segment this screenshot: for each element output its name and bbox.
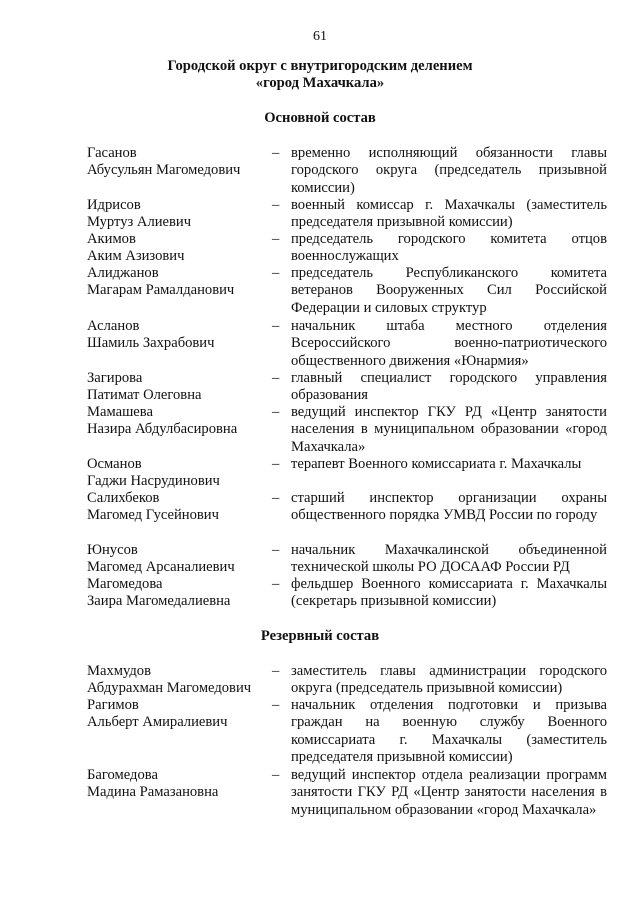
member-surname: Салихбеков — [87, 490, 160, 506]
page-number: 61 — [313, 29, 327, 44]
member-name — [87, 490, 267, 525]
member-given-name: Заира Магомедалиевна — [87, 593, 231, 610]
member-name — [87, 265, 267, 300]
dash-separator: – — [272, 576, 280, 592]
member-role: ведущий инспектор ГКУ РД «Центр занятости населения в муниципальном образовании «город Махачкала» — [291, 404, 607, 455]
member-given-name: Мадина Рамазановна — [87, 784, 219, 801]
dash-separator: – — [272, 318, 280, 334]
dash-separator: – — [272, 370, 280, 386]
member-role: начальник штаба местного отделения Всероссийского военно-патриотического общественного движения «Юнармия» — [291, 318, 607, 369]
member-surname: Юнусов — [87, 542, 138, 558]
member-surname: Рагимов — [87, 697, 139, 713]
title-line-1: Городской округ с внутригородским делением — [167, 58, 473, 74]
member-name — [87, 370, 267, 405]
dash-separator: – — [272, 265, 280, 281]
member-given-name: Альберт Амиралиевич — [87, 714, 228, 731]
member-name — [87, 145, 267, 180]
member-name — [87, 663, 267, 698]
document-title — [0, 58, 640, 92]
member-role: ведущий инспектор отдела реализации программ занятости ГКУ РД «Центр занятости населения в муниципальном образовании «город Махачкала» — [291, 767, 607, 818]
dash-separator: – — [272, 404, 280, 420]
member-name — [87, 318, 267, 353]
member-surname: Загирова — [87, 370, 143, 386]
dash-separator: – — [272, 456, 280, 472]
member-name — [87, 697, 267, 732]
member-role: начальник отделения подготовки и призыва граждан на военную службу Военного комиссариата г. Махачкалы (заместитель председателя призывной комиссии) — [291, 697, 607, 765]
member-given-name: Аким Азизович — [87, 248, 185, 265]
member-role: заместитель главы администрации городского округа (председатель призывной комиссии) — [291, 663, 607, 697]
member-surname: Багомедова — [87, 767, 158, 783]
member-name — [87, 231, 267, 266]
dash-separator: – — [272, 697, 280, 713]
member-surname: Османов — [87, 456, 142, 472]
member-given-name: Магомед Гусейнович — [87, 507, 219, 524]
member-surname: Идрисов — [87, 197, 141, 213]
title-line-2: «город Махачкала» — [255, 75, 385, 91]
member-name — [87, 456, 267, 491]
member-given-name: Муртуз Алиевич — [87, 214, 192, 231]
member-role: фельдшер Военного комиссариата г. Махачкалы (секретарь призывной комиссии) — [291, 576, 607, 610]
dash-separator: – — [272, 145, 280, 161]
member-given-name: Шамиль Захрабович — [87, 335, 215, 352]
member-surname: Махмудов — [87, 663, 151, 679]
member-role: терапевт Военного комиссариата г. Махачкалы — [291, 456, 582, 472]
member-given-name: Абдурахман Магомедович — [87, 680, 252, 697]
member-role: военный комиссар г. Махачкалы (заместитель председателя призывной комиссии) — [291, 197, 607, 231]
dash-separator: – — [272, 542, 280, 558]
member-name — [87, 404, 267, 439]
member-surname: Магомедова — [87, 576, 163, 592]
member-name — [87, 576, 267, 611]
member-role: начальник Махачкалинской объединенной технической школы РО ДОСААФ России РД — [291, 542, 607, 576]
dash-separator: – — [272, 767, 280, 783]
dash-separator: – — [272, 663, 280, 679]
reserve-section-heading: Резервный состав — [260, 628, 380, 644]
dash-separator: – — [272, 231, 280, 247]
member-surname: Мамашева — [87, 404, 153, 420]
member-surname: Акимов — [87, 231, 136, 247]
member-role: председатель городского комитета отцов военнослужащих — [291, 231, 607, 265]
member-surname: Асланов — [87, 318, 140, 334]
member-given-name: Гаджи Насрудинович — [87, 473, 220, 490]
member-given-name: Патимат Олеговна — [87, 387, 202, 404]
member-surname: Гасанов — [87, 145, 137, 161]
member-name — [87, 197, 267, 232]
member-name — [87, 767, 267, 802]
member-surname: Алиджанов — [87, 265, 159, 281]
member-given-name: Назира Абдулбасировна — [87, 421, 238, 438]
dash-separator: – — [272, 197, 280, 213]
member-given-name: Магарам Рамалданович — [87, 282, 235, 299]
member-role: старший инспектор организации охраны общественного порядка УМВД России по городу — [291, 490, 607, 524]
member-role: председатель Республиканского комитета ветеранов Вооруженных Сил Российской Федерации и силовых структур — [291, 265, 607, 316]
main-section-heading: Основной состав — [264, 110, 376, 126]
member-name — [87, 542, 267, 577]
member-role: временно исполняющий обязанности главы городского округа (председатель призывной комиссии) — [291, 145, 607, 196]
member-given-name: Магомед Арсаналиевич — [87, 559, 235, 576]
dash-separator: – — [272, 490, 280, 506]
member-role: главный специалист городского управления образования — [291, 370, 607, 404]
member-given-name: Абусульян Магомедович — [87, 162, 241, 179]
